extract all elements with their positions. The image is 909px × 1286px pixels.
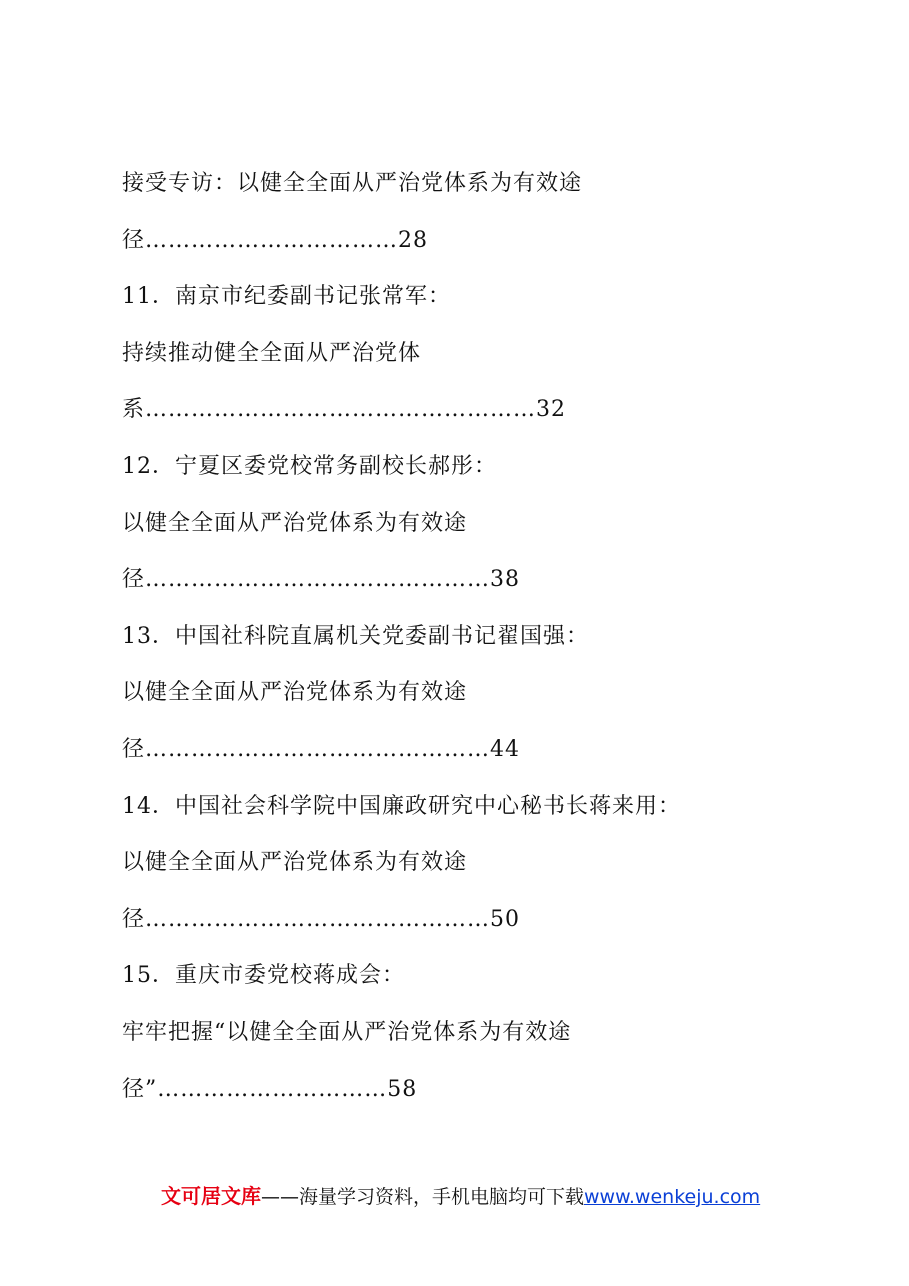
toc-line: 以健全全面从严治党体系为有效途 (122, 680, 468, 706)
toc-line: 以健全全面从严治党体系为有效途 (122, 510, 468, 536)
toc-line: 牢牢把握“以健全全面从严治党体系为有效途 (122, 1019, 572, 1045)
toc-line: 持续推动健全全面从严治党体 (122, 340, 422, 366)
toc-line: 12．宁夏区委党校常务副校长郝彤： (122, 453, 497, 479)
toc-line: 接受专访：以健全全面从严治党体系为有效途 (122, 171, 583, 196)
toc-line: 径………………………………………38 (122, 567, 520, 593)
toc-line: 径………………………………………50 (122, 906, 520, 932)
toc-line: 径……………………………28 (122, 227, 428, 253)
toc-line: 以健全全面从严治党体系为有效途 (122, 850, 468, 876)
toc-line: 径………………………………………44 (122, 736, 520, 762)
footer-tagline: ——海量学习资料，手机电脑均可下载 (261, 1186, 585, 1208)
table-of-contents (122, 164, 822, 1126)
toc-line: 15．重庆市委党校蒋成会： (122, 963, 405, 989)
toc-line: 13．中国社科院直属机关党委副书记翟国强： (122, 623, 589, 649)
website-link[interactable]: www.wenkeju.com (584, 1186, 761, 1208)
toc-line: 14．中国社会科学院中国廉政研究中心秘书长蒋来用： (122, 793, 681, 819)
toc-line: 11．南京市纪委副书记张常军： (122, 284, 451, 310)
toc-line: 径”…………………………58 (122, 1076, 418, 1102)
brand-name: 文可居文库 (161, 1184, 261, 1208)
footer-banner (161, 1180, 861, 1213)
toc-line: 系……………………………………………32 (122, 397, 566, 423)
